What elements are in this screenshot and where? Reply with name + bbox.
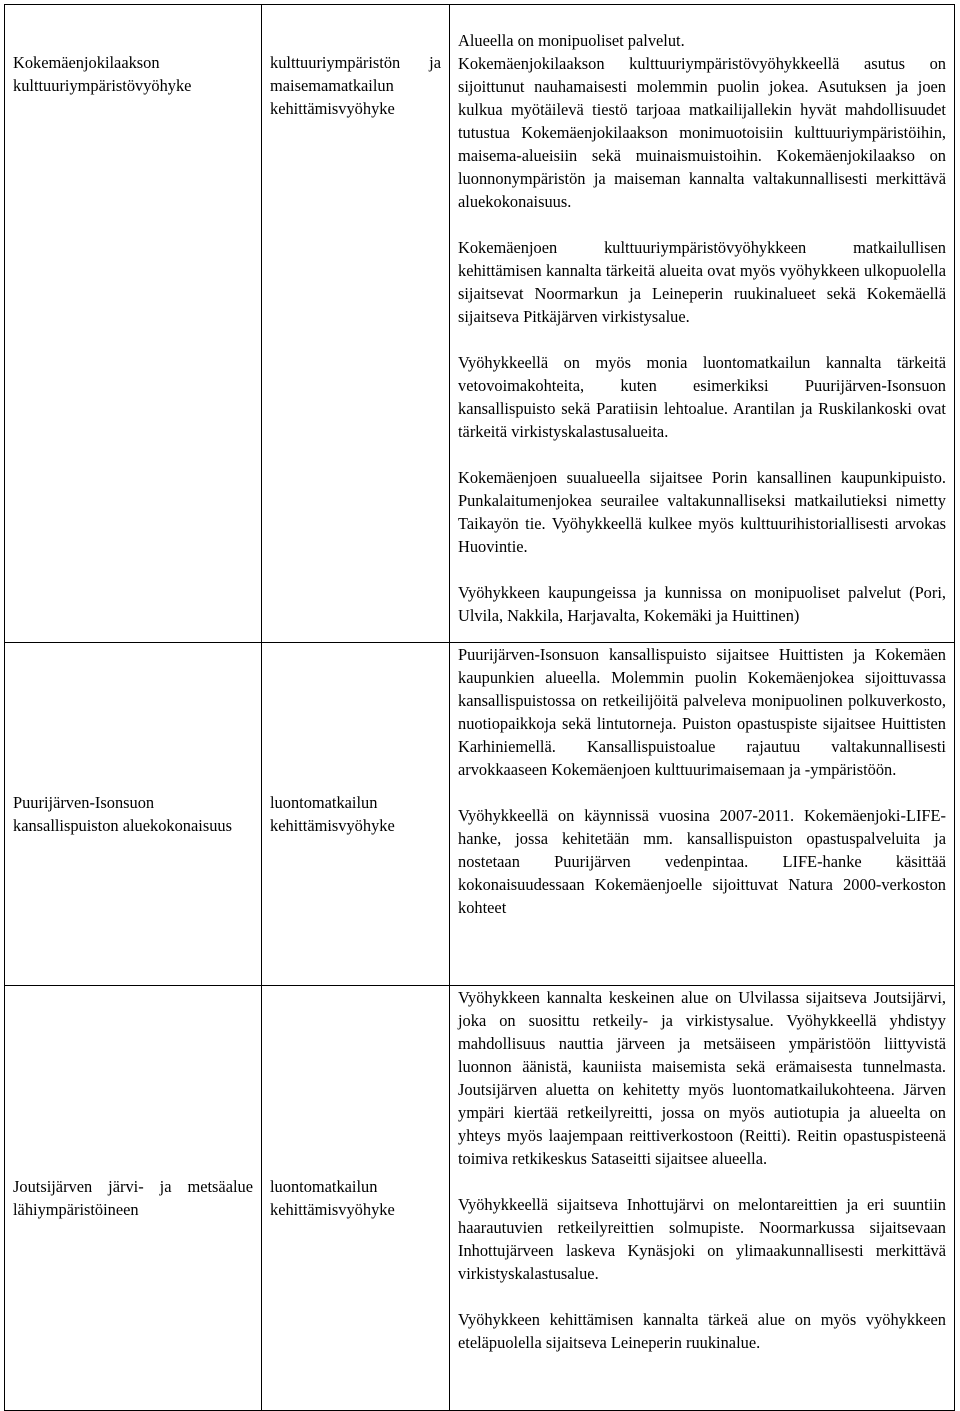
description-paragraph: Vyöhykkeen kehittämisen kannalta tärkeä alue on myös vyöhykkeen eteläpuolella sijaitseva Leineperin ruukinalue. <box>458 1310 946 1352</box>
zones-table <box>4 4 955 1411</box>
area-name: Joutsijärven järvi- ja metsäalue lähiympäristöineen <box>13 1177 253 1219</box>
description-paragraph: Vyöhykkeen kannalta keskeinen alue on Ulvilassa sijaitseva Joutsijärvi, joka on suosittu retkeily- ja virkistysalue. Vyöhykkeellä yhdistyy mahdollisuus nauttia järveen ja metsäiseen ympäristöön liittyvistä luonnon äänistä, kauniista maisemista sekä erämaisesta tunnelmasta. Joutsijärven aluetta on kehitetty myös luontomatkailukohteena. Järven ympäri kiertää retkeilyreitti, jossa on myös autiotupia ja alueelta on yhteys myös laajempaan reittiverkostoon (Reitti). Reitin opastuspisteenä toimiva retkikeskus Sataseitti sijaitsee alueella. <box>458 988 946 1168</box>
description-paragraph: Vyöhykkeellä sijaitseva Inhottujärvi on melontareittien ja eri suuntiin haarautuvien retkeilyreittien solmupiste. Noormarkussa sijaitsevaan Inhottujärveen laskeva Kynäsjoki on ylimaakunnallisesti merkittävä virkistyskalastusalue. <box>458 1195 946 1283</box>
table-row <box>5 643 955 986</box>
description-paragraph: Alueella on monipuoliset palvelut. <box>458 31 685 50</box>
description-paragraph: Kokemäenjoen kulttuuriympäristövyöhykkeen matkailullisen kehittämisen kannalta tärkeitä alueita ovat myös vyöhykkeen ulkopuolella sijaitsevat Noormarkun ja Leineperin ruukinalueet sekä Kokemäellä sijaitseva Pitkäjärven virkistysalue. <box>458 238 946 326</box>
zone-cell <box>262 643 450 986</box>
zone-cell <box>262 5 450 643</box>
description-paragraph: Kokemäenjoen suualueella sijaitsee Porin kansallinen kaupunkipuisto. Punkalaitumenjokea seurailee valtakunnalliseksi matkailutieksi nimetty Taikayön tie. Vyöhykkeellä kulkee myös kulttuurihistoriallisesti arvokas Huovintie. <box>458 468 946 556</box>
description-cell <box>450 5 955 643</box>
zone-type: luontomatkailun kehittämisvyöhyke <box>270 1177 395 1219</box>
description-cell <box>450 986 955 1411</box>
zone-cell <box>262 986 450 1411</box>
description-paragraph: Vyöhykkeellä on myös monia luontomatkailun kannalta tärkeitä vetovoimakohteita, kuten esimerkiksi Puurijärven-Isonsuon kansallispuisto sekä Paratiisin lehtoalue. Arantilan ja Ruskilankoski ovat tärkeitä virkistyskalastusalueita. <box>458 353 946 441</box>
table-row <box>5 5 955 643</box>
area-name: Puurijärven-Isonsuon kansallispuiston aluekokonaisuus <box>13 793 232 835</box>
area-name: Kokemäenjokilaakson kulttuuriympäristövyöhyke <box>13 53 192 95</box>
zone-type: kulttuuriympäristön ja maisemamatkailun kehittämisvyöhyke <box>270 53 441 118</box>
area-cell <box>5 643 262 986</box>
area-cell <box>5 986 262 1411</box>
description-paragraph: Vyöhykkeen kaupungeissa ja kunnissa on monipuoliset palvelut (Pori, Ulvila, Nakkila, Harjavalta, Kokemäki ja Huittinen) <box>458 583 946 625</box>
table-row <box>5 986 955 1411</box>
description-paragraph: Puurijärven-Isonsuon kansallispuisto sijaitsee Huittisten ja Kokemäen kaupunkien alueella. Molemmin puolin Kokemäenjokea sijoittuvassa kansallispuistossa on retkeilijöitä palveleva monipuolinen polkuverkosto, nuotiopaikkoja sekä lintutorneja. Puiston opastuspiste sijaitsee Huittisten Karhiniemellä. Kansallispuistoalue rajautuu valtakunnallisesti arvokkaaseen Kokemäenjoen kulttuurimaisemaan ja -ympäristöön. <box>458 645 946 779</box>
zone-type: luontomatkailun kehittämisvyöhyke <box>270 793 395 835</box>
description-cell <box>450 643 955 986</box>
area-cell <box>5 5 262 643</box>
description-paragraph: Vyöhykkeellä on käynnissä vuosina 2007-2011. Kokemäenjoki-LIFE-hanke, jossa kehitetään mm. kansallispuiston opastuspalveluita ja nostetaan Puurijärven vedenpintaa. LIFE-hanke käsittää kokonaisuudessaan Kokemäenjoelle sijoittuvat Natura 2000-verkoston kohteet <box>458 806 946 917</box>
description-paragraph: Kokemäenjokilaakson kulttuuriympäristövyöhykkeellä asutus on sijoittunut nauhamaisesti molemmin puolin jokea. Asutuksen ja joen kulkua myötäilevä tiestö tarjoaa matkailijallekin hyvät mahdollisuudet tutustua Kokemäenjokilaakson monimuotoisiin kulttuuriympäristöihin, maisema-alueisiin sekä muinaismuistoihin. Kokemäenjokilaakso on luonnonympäristön ja maiseman kannalta valtakunnallisesti merkittävä aluekokonaisuus. <box>458 54 946 211</box>
